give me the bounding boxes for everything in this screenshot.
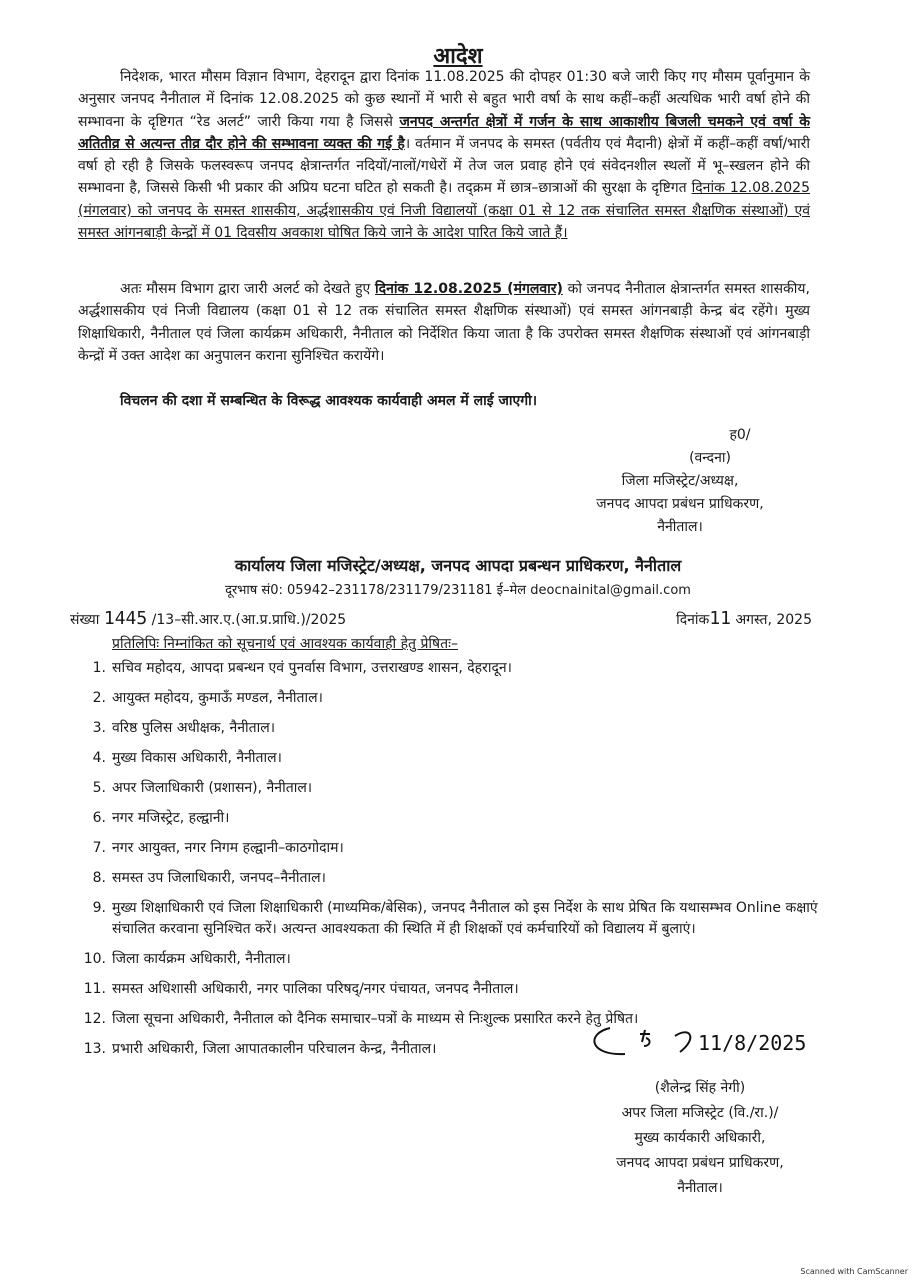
dm-authority: जनपद आपदा प्रबंधन प्राधिकरण, [596,496,764,512]
adm-authority: जनपद आपदा प्रबंधन प्राधिकरण, [616,1155,784,1171]
order-paragraph-2 [78,278,810,367]
dm-designation: जिला मजिस्ट्रेट/अध्यक्ष, [621,473,739,489]
copy-list-item [80,949,820,970]
copy-list [80,658,820,1069]
reference-number [70,608,346,629]
copy-item-text: समस्त अधिशासी अधिकारी, नगर पालिका परिषद्/नगर पंचायत, जनपद नैनीताल। [112,981,519,997]
handwritten-signature [580,1016,840,1076]
copy-item-text: सचिव महोदय, आपदा प्रबन्धन एवं पुनर्वास विभाग, उत्तराखण्ड शासन, देहरादून। [112,660,512,676]
copy-item-number: 5. [92,780,106,796]
copy-item-text: नगर आयुक्त, नगर निगम हल्द्वानी–काठगोदाम। [112,840,344,856]
adm-place: नैनीताल। [677,1180,723,1196]
copy-list-item [80,778,820,799]
order-title: आदेश [433,44,483,69]
para1-text-b: जनपद अन्तर्गत क्षेत्रों में गर्जन के साथ आकाशीय बिजली चमकने एवं वर्षा के अतितीव्र से अत्यन्त तीव्र दौर होने की सम्भावना व्यक्त की गई है [78,113,810,152]
copy-item-text: आयुक्त महोदय, कुमाऊँ मण्डल, नैनीताल। [112,690,323,706]
contact-line: दूरभाष सं0: 05942–231178/231179/231181 ई–मेल deocnainital@gmail.com [225,583,691,598]
reference-line [70,608,812,629]
copy-item-number: 9. [92,900,106,916]
copy-item-number: 10. [83,951,106,967]
copy-to-heading: प्रतिलिपिः निम्नांकित को सूचनार्थ एवं आवश्यक कार्यवाही हेतु प्रेषितः– [112,636,458,652]
copy-list-item [80,898,820,940]
copy-item-number: 4. [92,750,106,766]
date-suffix: अगस्त, 2025 [735,612,812,628]
order-paragraph-1 [78,66,810,244]
copy-list-item [80,808,820,829]
dm-place: नैनीताल। [657,519,703,535]
reference-prefix: संख्या [70,612,100,628]
para1-text-a: निदेशक, भारत मौसम विज्ञान विभाग, देहरादून द्वारा दिनांक 11.08.2025 की दोपहर 01:30 बजे जारी किए गए मौसम पूर्वानुमान के अनुसार जनपद नैनीताल में दिनांक 12.08.2025 को कुछ स्थानों में भारी से बहुत भारी वर्षा के साथ कहीं–कहीं अत्यधिक भारी वर्षा होने की सम्भावना के दृष्टिगत “रेड अलर्ट” जारी किया गया है जिससे [78,69,810,130]
copy-item-number: 3. [92,720,106,736]
copy-list-item [80,979,820,1000]
copy-item-text: प्रभारी अधिकारी, जिला आपातकालीन परिचालन केन्द्र, नैनीताल। [112,1041,437,1057]
copy-list-item [80,688,820,709]
copy-item-number: 1. [92,660,106,676]
office-heading: कार्यालय जिला मजिस्ट्रेट/अध्यक्ष, जनपद आपदा प्रबन्धन प्राधिकरण, नैनीताल [234,556,682,575]
copy-item-number: 2. [92,690,106,706]
adm-designation-1: अपर जिला मजिस्ट्रेट (वि./रा.)/ [621,1105,779,1121]
copy-list-item [80,718,820,739]
para1-text-d: दिनांक 12.08.2025 (मंगलवार) को जनपद के समस्त शासकीय, अर्द्धशासकीय एवं निजी विद्यालयों (कक्षा 01 से 12 तक संचालित समस्त शैक्षणिक संस्थाओं) एवं समस्त आंगनबाड़ी केन्द्रों में 01 दिवसीय अवकाश घोषित किये जाने के आदेश पारित किये जाते हैं। [78,180,810,242]
date-handwritten: 11 [709,608,731,629]
para3-text: विचलन की दशा में सम्बन्धित के विरूद्ध आवश्यक कार्यवाही अमल में लाई जाएगी। [120,393,538,409]
signature-block-adm [540,1076,860,1201]
copy-list-item [80,658,820,679]
signature-date: 11/8/2025 [698,1031,807,1055]
reference-handwritten-number: 1445 [103,608,148,629]
copy-item-text: जिला सूचना अधिकारी, नैनीताल को दैनिक समाचार–पत्रों के माध्यम से निःशुल्क प्रसारित करने हेतु प्रेषित। [112,1011,639,1027]
reference-date [676,608,812,629]
copy-item-text: मुख्य विकास अधिकारी, नैनीताल। [112,750,282,766]
copy-item-number: 11. [83,981,106,997]
dm-name: (वन्दना) [689,450,731,466]
copy-item-number: 7. [92,840,106,856]
copy-list-item [80,748,820,769]
copy-list-item [80,868,820,889]
scanner-watermark: Scanned with CamScanner [800,1267,908,1276]
copy-item-text: जिला कार्यक्रम अधिकारी, नैनीताल। [112,951,291,967]
copy-item-number: 8. [92,870,106,886]
para1-text-c: । वर्तमान में जनपद के समस्त (पर्वतीय एवं मैदानी) क्षेत्रों में कहीं–कहीं वर्षा/भारी वर्षा हो रही है जिसके फलस्वरूप जनपद क्षेत्रान्तर्गत नदियों/नालों/गधेरों में तेज जल प्रवाह होने एवं संवेदनशील स्थलों में भू–स्खलन होने की सम्भावना है, जिससे किसी भी प्रकार की अप्रिय घटना घटित हो सकती है। तद्क्रम में छात्र–छात्राओं की सुरक्षा के दृष्टिगत [78,135,810,197]
adm-name: (शैलेन्द्र सिंह नेगी) [654,1080,746,1096]
para2-text-a: अतः मौसम विभाग द्वारा जारी अलर्ट को देखते हुए [120,281,376,297]
para2-text-b: दिनांक 12.08.2025 (मंगलवार) [375,281,563,297]
date-prefix: दिनांक [676,612,710,628]
copy-list-item [80,838,820,859]
signed-mark: ह0/ [729,427,751,443]
copy-item-number: 6. [92,810,106,826]
copy-item-text: समस्त उप जिलाधिकारी, जनपद–नैनीताल। [112,870,326,886]
copy-item-number: 13. [83,1041,106,1057]
adm-designation-2: मुख्य कार्यकारी अधिकारी, [634,1130,766,1146]
copy-item-text: वरिष्ठ पुलिस अधीक्षक, नैनीताल। [112,720,276,736]
reference-suffix: /13–सी.आर.ए.(आ.प्र.प्राधि.)/2025 [151,612,347,628]
copy-item-text: नगर मजिस्ट्रेट, हल्द्वानी। [112,810,230,826]
copy-item-text: मुख्य शिक्षाधिकारी एवं जिला शिक्षाधिकारी (माध्यमिक/बेसिक), जनपद नैनीताल को इस निर्देश के साथ प्रेषित कि यथासम्भव Online कक्षाएं संचालित करवाना सुनिश्चित करें। अत्यन्त आवश्यकता की स्थिति में ही शिक्षकों एवं कर्मचारियों को विद्यालय में बुलाएं। [112,900,818,937]
order-paragraph-3 [78,390,810,412]
para2-text-c: को जनपद नैनीताल क्षेत्रान्तर्गत समस्त शासकीय, अर्द्धशासकीय एवं निजी विद्यालय (कक्षा 01 से 12 तक संचालित समस्त शैक्षणिक संस्थाओं) एवं समस्त आंगनबाड़ी केन्द्र बंद रहेंगे। मुख्य शिक्षाधिकारी, नैनीताल एवं जिला कार्यक्रम अधिकारी, नैनीताल को निर्देशित किया जाता है कि उपरोक्त समस्त शैक्षणिक संस्थाओं एवं आंगनबाड़ी केन्द्रों में उक्त आदेश का अनुपालन कराना सुनिश्चित करायेंगे। [78,281,810,364]
copy-item-text: अपर जिलाधिकारी (प्रशासन), नैनीताल। [112,780,313,796]
copy-item-number: 12. [83,1011,106,1027]
signature-block-dm [520,424,840,539]
